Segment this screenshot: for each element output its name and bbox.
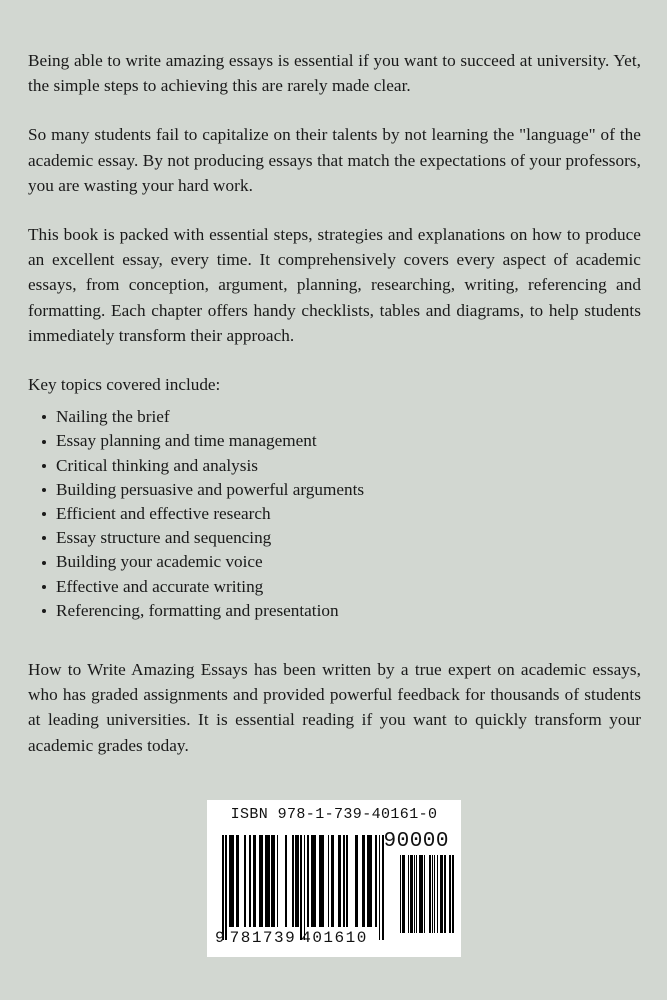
blurb-paragraph-1: Being able to write amazing essays is essential if you want to succeed at university. Yet, the simple steps to achieving this are rarely made clear. (28, 51, 641, 96)
list-item (41, 526, 641, 550)
bullet-dot-icon (42, 440, 46, 444)
bullet-dot-icon (42, 488, 46, 492)
bullet-dot-icon (42, 561, 46, 565)
barcode-bar (452, 855, 453, 933)
list-item-label: Critical thinking and analysis (56, 455, 258, 475)
list-item (41, 478, 641, 502)
barcode-bar (382, 835, 384, 940)
list-item-label: Referencing, formatting and presentation (56, 600, 339, 620)
bullet-dot-icon (42, 609, 46, 613)
list-item (41, 405, 641, 429)
blurb-paragraph-final: How to Write Amazing Essays has been written by a true expert on academic essays, who has graded assignments and provided powerful feedback for thousands of students at leading universities. It is essential reading if you want to quickly transform your academic grades today. (28, 660, 641, 755)
isbn-label: ISBN 978-1-739-40161-0 (230, 806, 438, 823)
list-item-label: Nailing the brief (56, 407, 170, 427)
ean-left-group: 781739 (229, 929, 297, 947)
bullet-dot-icon (42, 415, 46, 419)
blurb-paragraph-3: This book is packed with essential steps, strategies and explanations on how to produce an excellent essay, every time. It comprehensively covers every aspect of academic essays, from conception, argument, planning, researching, writing, referencing and formatting. Each chapter offers handy checklists, tables and diagrams, to help students immediately transform their approach. (28, 225, 641, 345)
bullet-dot-icon (42, 585, 46, 589)
ean5-addon-barcode-symbol (400, 855, 454, 933)
ean13-human-readable-digits (215, 929, 395, 947)
list-item-label: Building your academic voice (56, 552, 263, 572)
list-item-label: Essay planning and time management (56, 431, 317, 451)
list-item (41, 429, 641, 453)
list-item (41, 575, 641, 599)
list-item (41, 550, 641, 574)
isbn-addon-value: 90000 (383, 830, 449, 853)
ean-right-group: 401610 (301, 929, 368, 947)
ean13-barcode-symbol (222, 835, 385, 940)
key-topics-heading: Key topics covered include: (28, 375, 221, 395)
isbn-barcode-block (207, 800, 461, 957)
bullet-dot-icon (42, 512, 46, 516)
list-item-label: Building persuasive and powerful arguments (56, 479, 365, 499)
list-item (41, 454, 641, 478)
list-item (41, 599, 641, 623)
list-item (41, 502, 641, 526)
ean-lead-digit: 9 (215, 929, 225, 947)
list-item-label: Efficient and effective research (56, 504, 271, 524)
bullet-dot-icon (42, 464, 46, 468)
blurb-paragraph-2: So many students fail to capitalize on their talents by not learning the "language" of the academic essay. By not producing essays that match the expectations of your professors, you are wasting your hard work. (28, 125, 641, 195)
list-item-label: Effective and accurate writing (56, 576, 264, 596)
list-item-label: Essay structure and sequencing (56, 528, 272, 548)
bullet-dot-icon (42, 536, 46, 540)
key-topics-list (28, 405, 641, 623)
